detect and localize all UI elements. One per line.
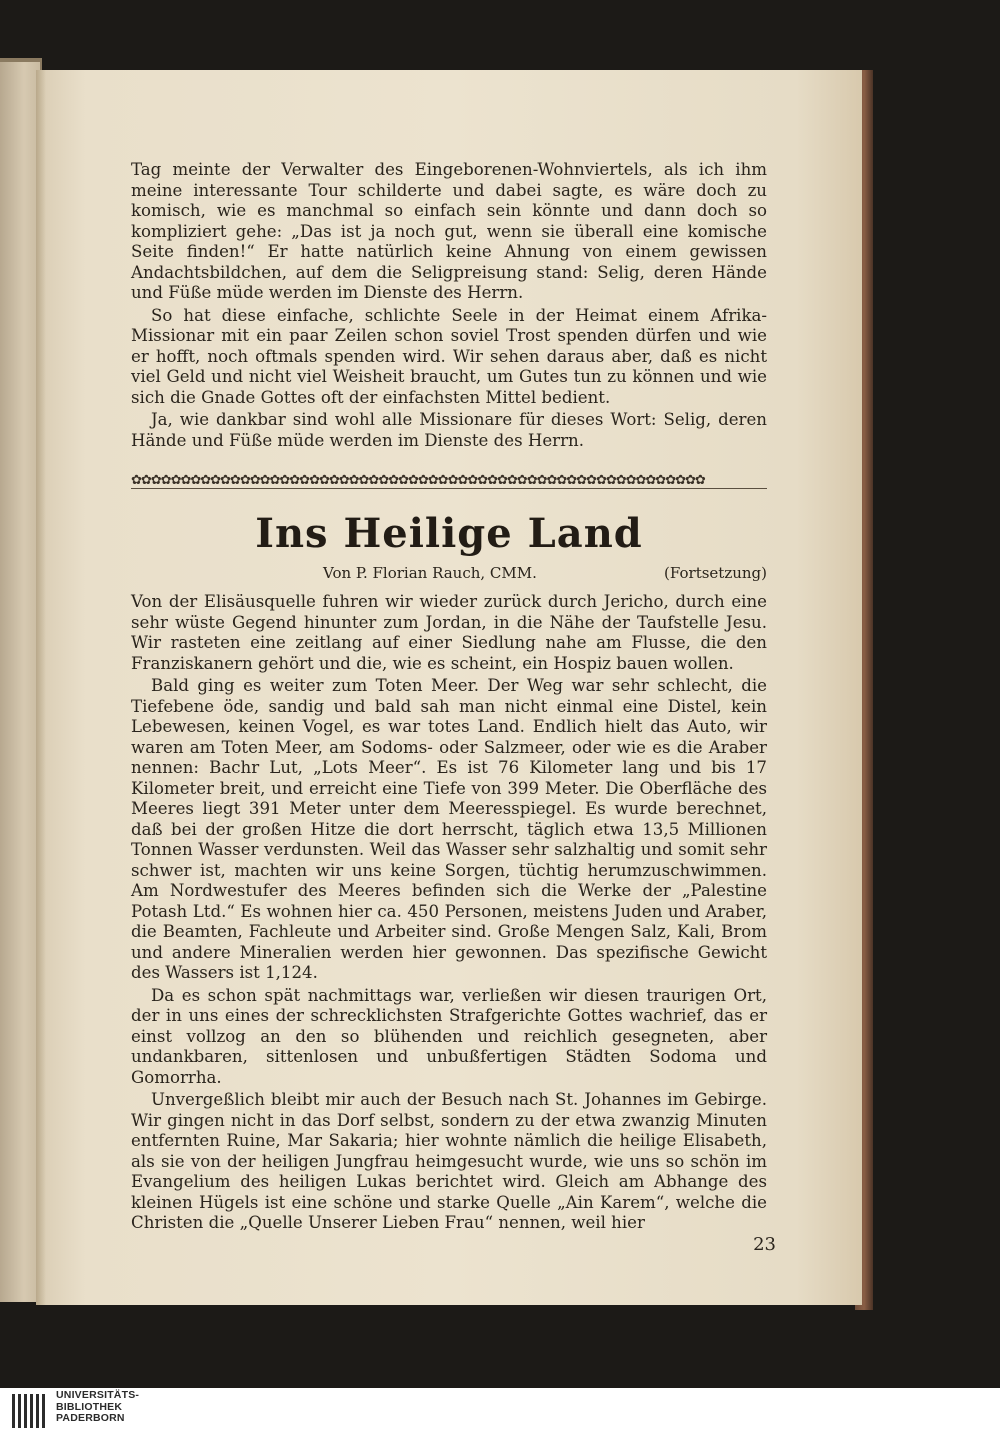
paragraph: So hat diese einfache, schlichte Seele in der Heimat einem Afrika-Missionar mit ein paar Zeilen schon soviel Trost spenden dürfen und wie er hofft, noch oftmals spenden wird. Wir sehen daraus aber, daß es nicht viel Geld und nicht viel Weisheit braucht, um Gutes tun zu können und wie sich die Gnade Gottes oft der einfachsten Mittel bedient. — [131, 305, 767, 407]
library-name-line: BIBLIOTHEK — [56, 1400, 123, 1413]
article-title: Ins Heilige Land — [255, 510, 643, 557]
ornamental-divider: ✿✿✿✿✿✿✿✿✿✿✿✿✿✿✿✿✿✿✿✿✿✿✿✿✿✿✿✿✿✿✿✿✿✿✿✿✿✿✿✿✿✿✿✿✿✿✿✿✿✿✿✿✿✿✿✿✿✿ — [131, 474, 767, 489]
paragraph: Unvergeßlich bleibt mir auch der Besuch nach St. Johannes im Gebirge. Wir gingen nicht in das Dorf selbst, sondern zu der etwa zwanzig Minuten entfernten Ruine, Mar Sakaria; hier wohnte nämlich die heilige Elisabeth, als sie von der heiligen Jungfrau heimgesucht wurde, wie uns so schön im Evangelium des heiligen Lukas berichtet wird. Gleich am Abhange des kleinen Hügels ist eine schöne und starke Quelle „Ain Karem“, welche die Christen die „Quelle Unserer Lieben Frau“ nennen, weil hier — [131, 1090, 767, 1232]
page-number: 23 — [753, 1234, 776, 1255]
left-page — [0, 62, 40, 1302]
continuation-note: (Fortsetzung) — [664, 564, 767, 582]
paragraph: Tag meinte der Verwalter des Eingeborenen-Wohnviertels, als ich ihm meine interessante Tour schilderte und dabei sagte, es wäre doch zu komisch, wie es manchmal so einfach sein könnte und dann doch so kompliziert gehe: „Das ist ja noch gut, wenn sie überall eine komische Seite finden!“ Er hatte natürlich keine Ahnung von einem gewissen Andachtsbildchen, auf dem die Seligpreisung stand: Selig, deren Hände und Füße müde werden im Dienste des Herrn. — [131, 160, 767, 302]
byline-row — [131, 562, 767, 584]
library-logo-icon — [10, 1390, 50, 1430]
library-name-line: PADERBORN — [56, 1412, 125, 1424]
author-byline: Von P. Florian Rauch, CMM. — [323, 564, 537, 582]
paragraph: Da es schon spät nachmittags war, verließen wir diesen traurigen Ort, der in uns eines der schrecklichsten Strafgerichte Gottes wachrief, das er einst vollzog an den so blühenden und reichlich gesegneten, aber undankbaren, sittenlosen und unbußfertigen Städten Sodoma und Gomorrha. — [131, 985, 767, 1087]
library-name-line: UNIVERSITÄTS- — [56, 1389, 140, 1401]
library-footer — [0, 1388, 1000, 1441]
paragraph: Von der Elisäusquelle fuhren wir wieder zurück durch Jericho, durch eine sehr wüste Gegend hinunter zum Jordan, in die Nähe der Taufstelle Jesu. Wir rasteten eine zeitlang auf einer Siedlung nahe am Flusse, die den Franziskanern gehört und die, wie es scheint, ein Hospiz bauen wollen. — [131, 592, 767, 673]
paragraph: Ja, wie dankbar sind wohl alle Missionare für dieses Wort: Selig, deren Hände und Füße müde werden im Dienste des Herrn. — [131, 410, 767, 450]
article-body — [131, 592, 767, 1236]
paragraph: Bald ging es weiter zum Toten Meer. Der Weg war sehr schlecht, die Tiefebene öde, sandig und bald sah man nicht einmal eine Distel, kein Lebewesen, keinen Vogel, es war totes Land. Endlich hielt das Auto, wir waren am Toten Meer, am Sodoms- oder Salzmeer, oder wie es die Araber nennen: Bachr Lut, „Lots Meer“. Es ist 76 Kilometer lang und bis 17 Kilometer breit, und erreicht eine Tiefe von 399 Meter. Die Oberfläche des Meeres liegt 391 Meter unter dem Meeresspiegel. Es wurde berechnet, daß bei der großen Hitze die dort herrscht, täglich etwa 13,5 Millionen Tonnen Wasser verdunsten. Weil das Wasser sehr salzhaltig und somit sehr schwer ist, machten wir uns keine Sorgen, tüchtig herumzuschwimmen. Am Nordwestufer des Meeres befinden sich die Werke der „Palestine Potash Ltd.“ Es wohnen hier ca. 450 Personen, meistens Juden und Araber, die Beamten, Fachleute und Arbeiter sind. Große Mengen Salz, Kali, Brom und andere Mineralien werden hier gewonnen. Das spezifische Gewicht des Wassers ist 1,124. — [131, 676, 767, 982]
previous-article-ending — [131, 160, 767, 453]
page-gutter — [36, 70, 46, 1305]
book-page — [36, 70, 862, 1305]
library-name — [56, 1390, 139, 1425]
